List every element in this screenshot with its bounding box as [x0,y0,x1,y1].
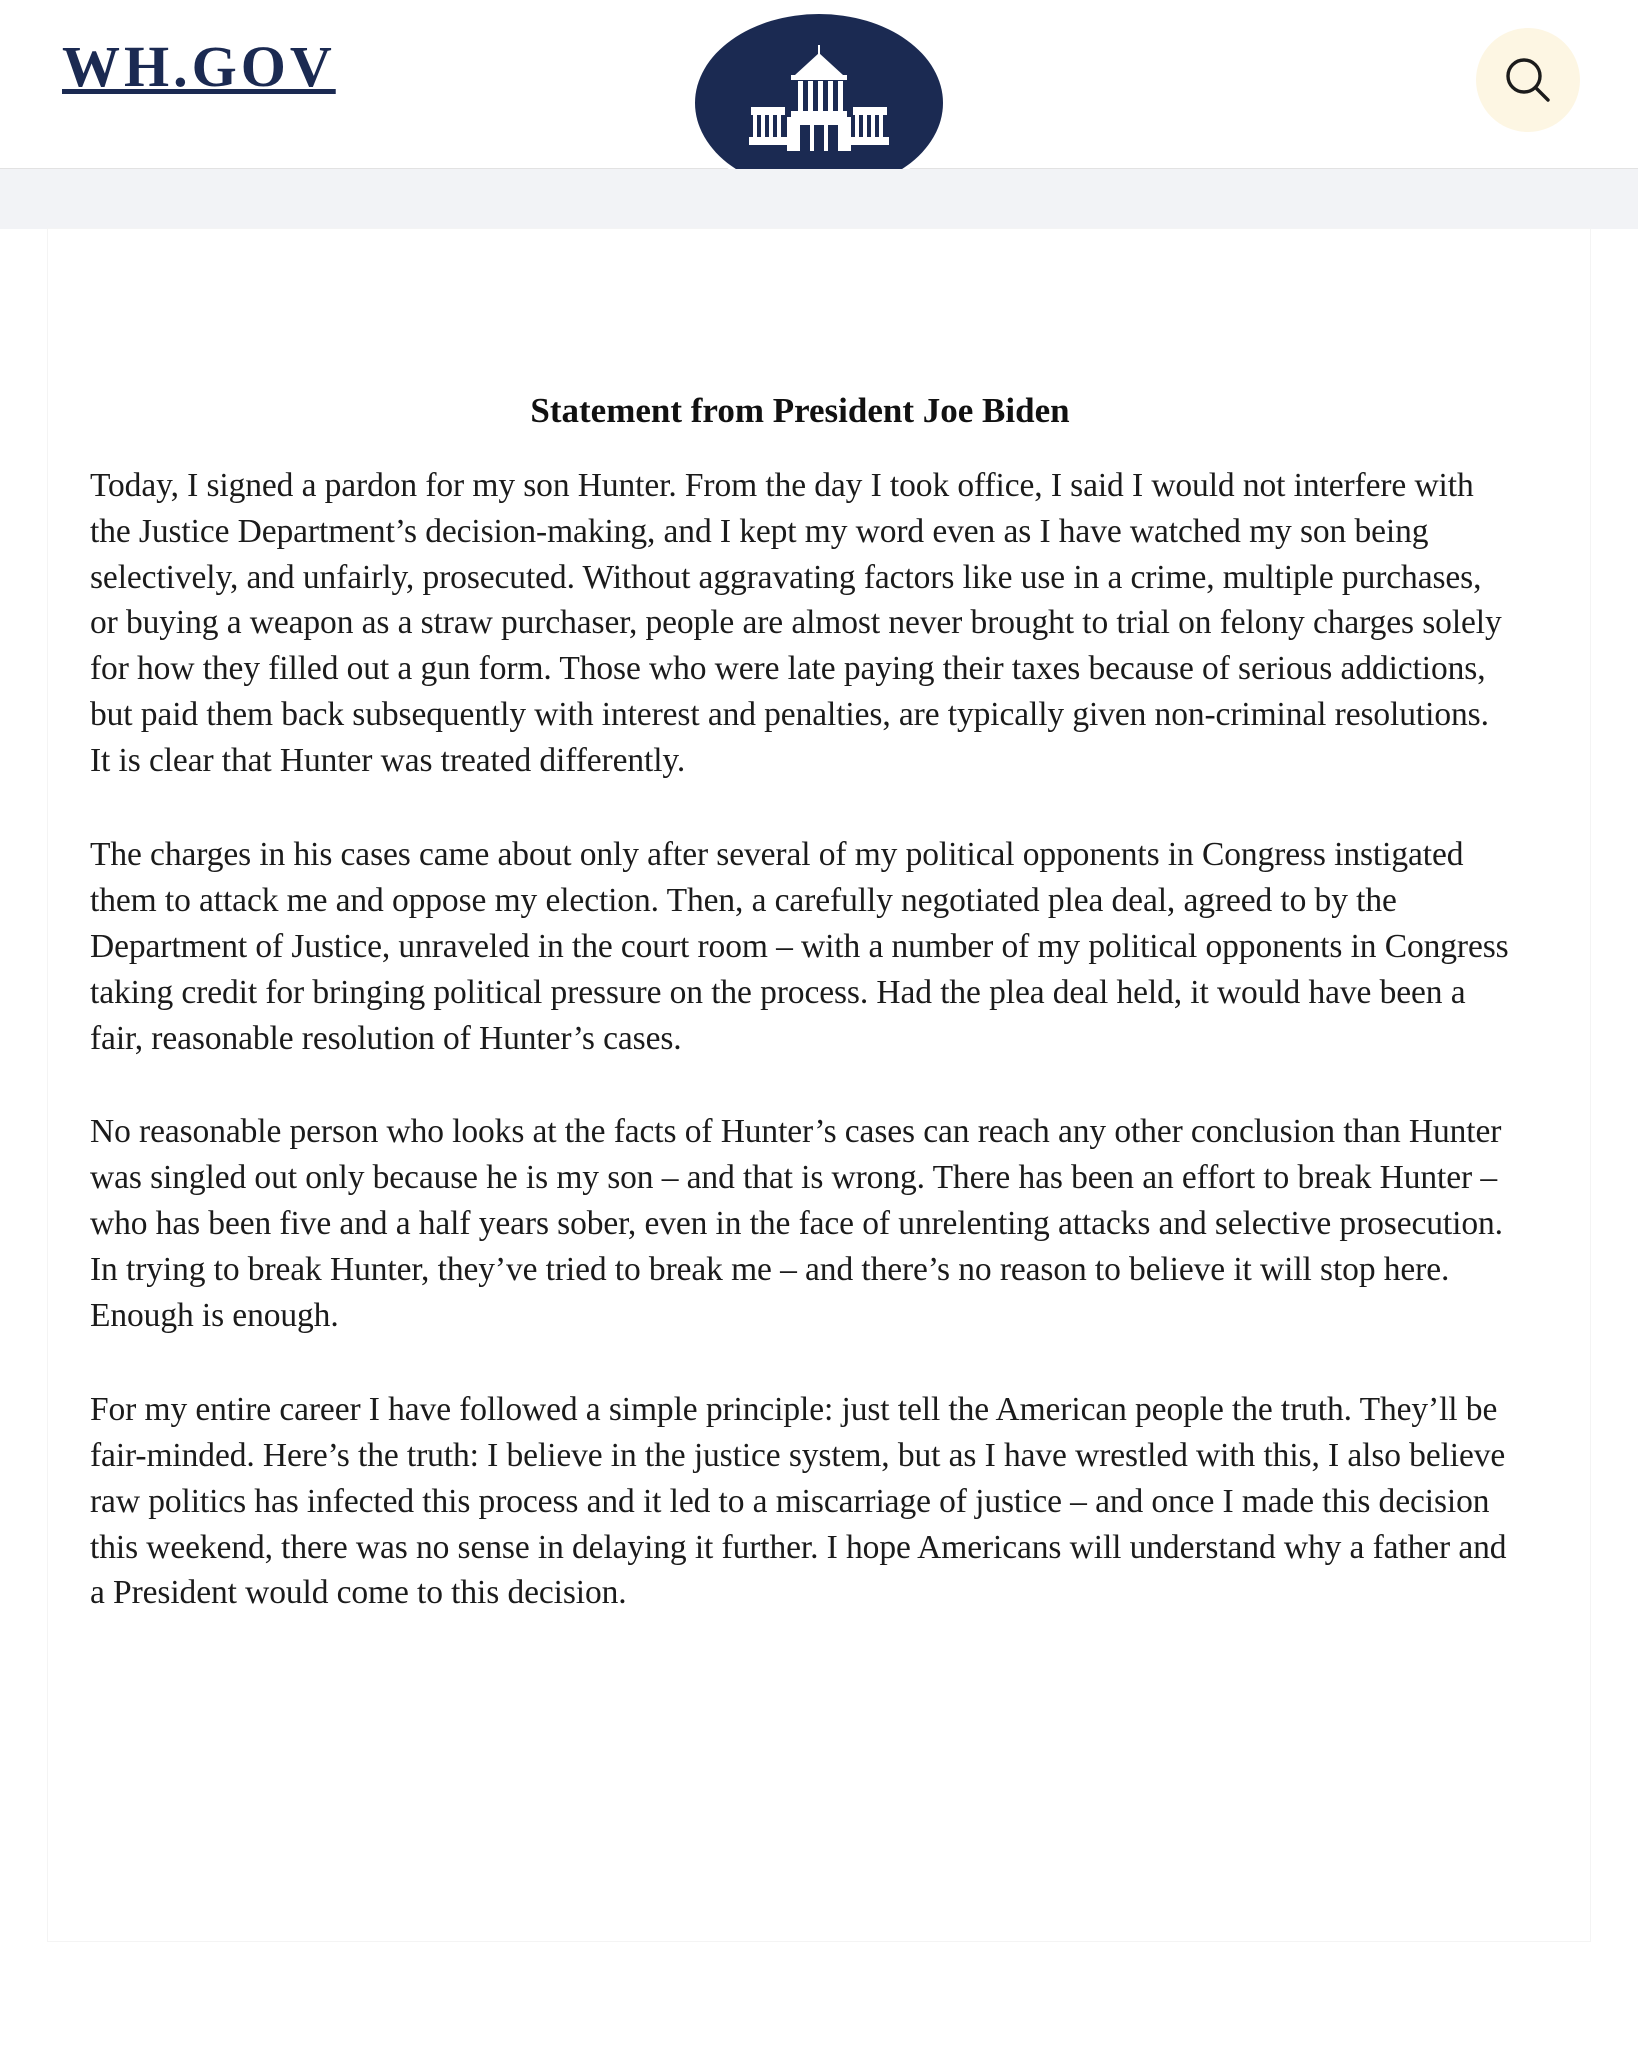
site-header [0,0,1638,169]
statement-article [90,389,1510,1616]
seal-oval [695,14,943,192]
content-sheet [48,229,1590,1941]
statement-paragraph: For my entire career I have followed a simple principle: just tell the American people the truth. They’ll be fair-minded. Here’s the truth: I believe in the justice system, but as I have wrestled with this, I also believe raw politics has infected this process and it led to a miscarriage of justice – and once I made this decision this weekend, there was no sense in delaying it further. I hope Americans will understand why a father and a President would come to this decision. [90,1390,1507,1612]
page-bottom-margin [0,1942,1638,2048]
site-wordmark: WH.GOV [62,34,336,99]
statement-paragraph: No reasonable person who looks at the facts of Hunter’s cases can reach any other conclusion than Hunter was singled out only because he is my son – and that is wrong. There has been an effort to break Hunter – who has been five and a half years sober, even in the face of unrelenting attacks and selective prosecution. In trying to break Hunter, they’ve tried to break me – and there’s no reason to believe it will stop here. Enough is enough. [90,1113,1503,1334]
statement-paragraph: Today, I signed a pardon for my son Hunter. From the day I took office, I said I would not interfere with the Justice Department’s decision-making, and I kept my word even as I have watched my son being selectively, and unfairly, prosecuted. Without aggravating factors like use in a crime, multiple purchases, or buying a weapon as a straw purchaser, people are almost never brought to trial on felony charges solely for how they filled out a gun form. Those who were late paying their taxes because of serious addictions, but paid them back subsequently with interest and penalties, are typically given non-criminal resolutions. It is clear that Hunter was treated differently. [90,466,1502,780]
header-inner [0,0,1638,168]
site-wordmark-link[interactable] [62,34,336,99]
search-button[interactable] [1476,28,1580,132]
page-title: Statement from President Joe Biden [530,391,1070,430]
statement-body [90,463,1510,1617]
header-underbar [0,169,1638,229]
search-icon [1501,53,1555,107]
statement-paragraph: The charges in his cases came about only after several of my political opponents in Congress instigated them to attack me and oppose my election. Then, a carefully negotiated plea deal, agreed to by the Department of Justice, unraveled in the court room – with a number of my political opponents in Congress taking credit for bringing political pressure on the process. Had the plea deal held, it would have been a fair, reasonable resolution of Hunter’s cases. [90,835,1509,1057]
